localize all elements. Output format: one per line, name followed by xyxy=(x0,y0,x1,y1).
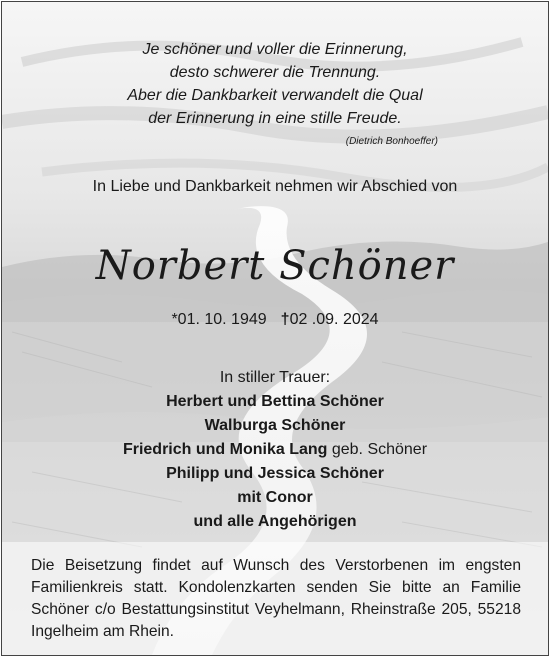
death-date: 02 .09. 2024 xyxy=(289,311,379,328)
mourner-line: und alle Angehörigen xyxy=(193,513,357,530)
maiden-name: geb. Schöner xyxy=(327,441,428,458)
funeral-notice: Die Beisetzung findet auf Wunsch des Verstorbenen im engsten Familienkreis statt. Kondolenzkarten senden Sie bitte an Familie Schöner c/o Bestattungsinstitut Veyhelmann, Rheinstraße 205, 55218 Ingelheim am Rhein. xyxy=(31,557,521,640)
quote-line: Aber die Dankbarkeit verwandelt die Qual xyxy=(127,87,423,104)
birth-date: *01. 10. 1949 xyxy=(171,311,267,328)
life-dates xyxy=(2,311,548,329)
quote-author: (Dietrich Bonhoeffer) xyxy=(345,136,438,147)
mourner-line: Walburga Schöner xyxy=(204,417,346,434)
memorial-quote xyxy=(2,38,548,130)
mourner-line xyxy=(2,438,548,462)
mourner-line: Herbert und Bettina Schöner xyxy=(166,393,384,410)
quote-line: desto schwerer die Trennung. xyxy=(169,64,381,81)
mourners-heading: In stiller Trauer: xyxy=(219,369,331,386)
quote-line: der Erinnerung in eine stille Freude. xyxy=(148,110,402,127)
cross-icon: † xyxy=(280,311,290,328)
mourner-line: mit Conor xyxy=(237,489,313,506)
obituary-card xyxy=(1,1,549,656)
mourner-line: Philipp und Jessica Schöner xyxy=(166,465,384,482)
intro-text: In Liebe und Dankbarkeit nehmen wir Abschied von xyxy=(92,178,458,195)
quote-line: Je schöner und voller die Erinnerung, xyxy=(142,41,408,58)
mourner-names: Friedrich und Monika Lang xyxy=(122,441,328,458)
deceased-name: Norbert Schöner xyxy=(95,243,455,289)
mourners-list xyxy=(2,366,548,534)
